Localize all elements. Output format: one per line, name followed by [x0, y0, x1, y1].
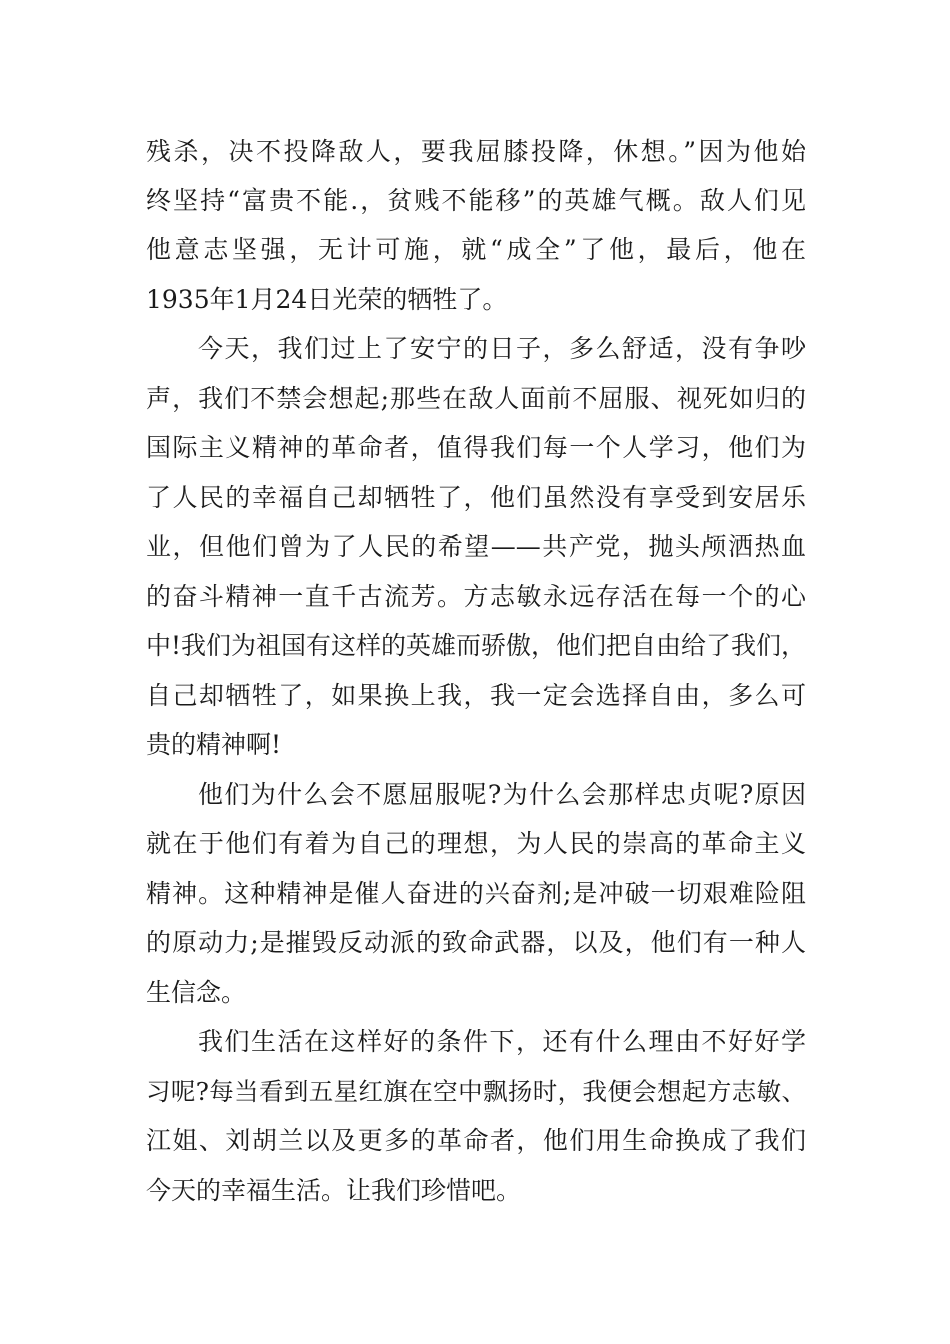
text-line: 精神。这种精神是催人奋进的兴奋剂;是冲破一切艰难险阻	[146, 879, 806, 908]
text-line: 江姐、刘胡兰以及更多的革命者，他们用生命换成了我们	[146, 1126, 806, 1155]
text-line: 声，我们不禁会想起;那些在敌人面前不屈服、视死如归的	[146, 384, 806, 413]
text-line: 今天，我们过上了安宁的日子，多么舒适，没有争吵	[198, 334, 806, 363]
text-line: 习呢?每当看到五星红旗在空中飘扬时，我便会想起方志敏、	[146, 1077, 806, 1106]
text-line: 国际主义精神的革命者，值得我们每一个人学习，他们为	[146, 433, 806, 462]
text-line: 中!我们为祖国有这样的英雄而骄傲，他们把自由给了我们，	[146, 631, 807, 660]
text-line: 他们为什么会不愿屈服呢?为什么会那样忠贞呢?原因	[198, 780, 806, 809]
text-line: 就在于他们有着为自己的理想，为人民的崇高的革命主义	[146, 829, 806, 858]
text-line: 1935年1月24日光荣的牺牲了。	[146, 285, 508, 314]
text-line: 的原动力;是摧毁反动派的致命武器，以及，他们有一种人	[146, 928, 806, 957]
text-line: 终坚持“富贵不能.，贫贱不能移”的英雄气概。敌人们见	[146, 186, 806, 215]
text-line: 生信念。	[146, 978, 247, 1007]
text-line: 今天的幸福生活。让我们珍惜吧。	[146, 1176, 522, 1205]
text-line: 业，但他们曾为了人民的希望——共产党，抛头颅洒热血	[146, 532, 806, 561]
text-line: 残杀，决不投降敌人，要我屈膝投降，休想。”因为他始	[146, 137, 806, 166]
text-line: 自己却牺牲了，如果换上我，我一定会选择自由，多么可	[146, 681, 806, 710]
text-line: 我们生活在这样好的条件下，还有什么理由不好好学	[198, 1027, 806, 1056]
text-line: 他意志坚强，无计可施，就“成全”了他，最后，他在	[146, 235, 806, 264]
text-line: 的奋斗精神一直千古流芳。方志敏永远存活在每一个的心	[146, 582, 806, 611]
text-line: 贵的精神啊!	[146, 730, 282, 759]
text-line: 了人民的幸福自己却牺牲了，他们虽然没有享受到安居乐	[146, 483, 806, 512]
